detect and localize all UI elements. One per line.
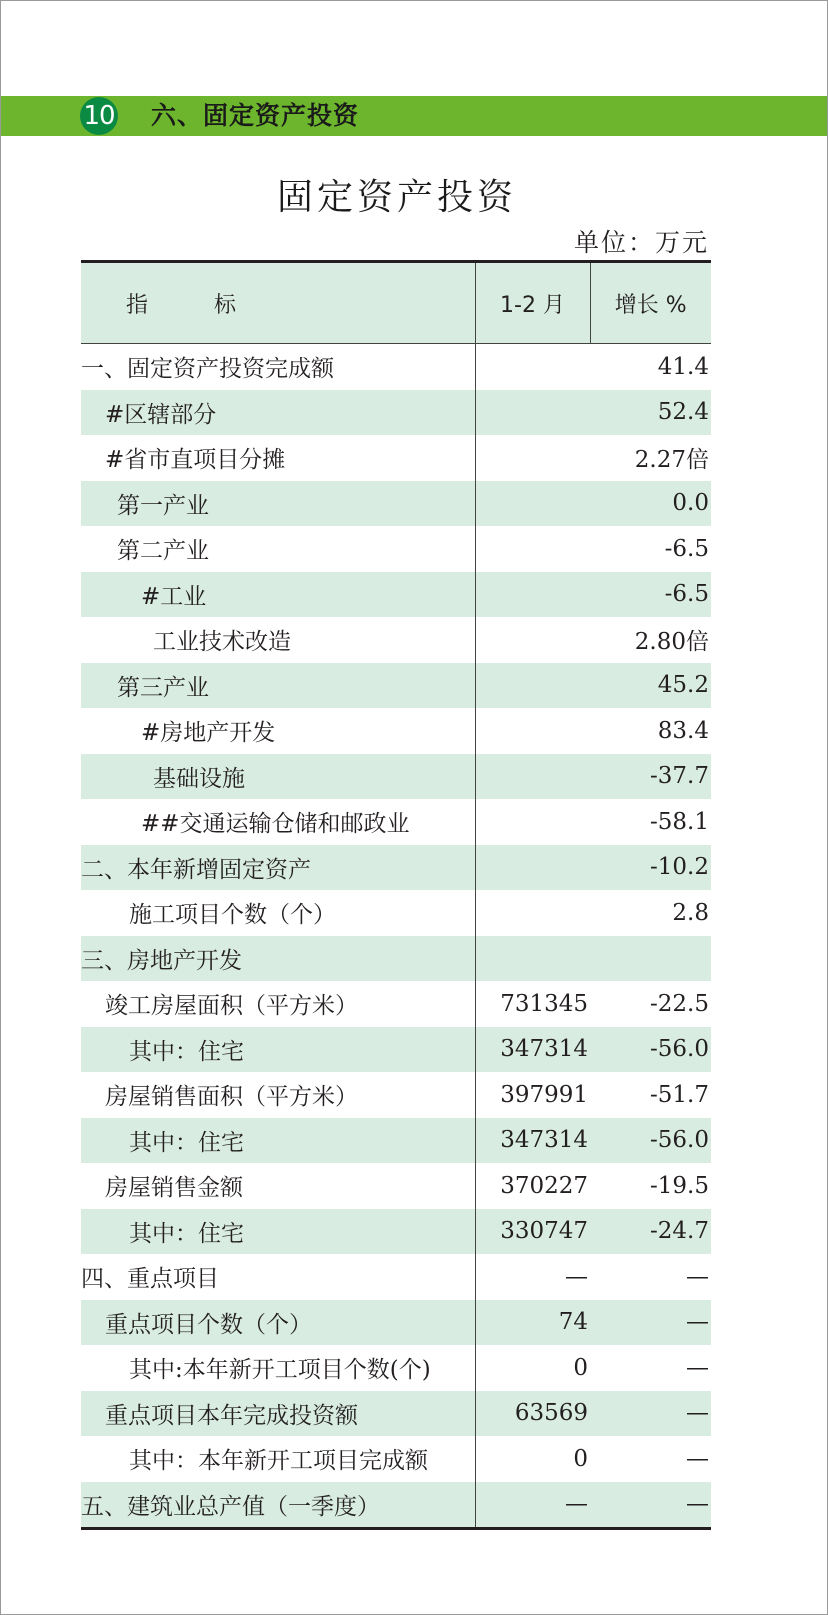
row-month-value [475, 708, 590, 754]
table-row [81, 1436, 711, 1482]
row-growth-value: -6.5 [664, 535, 709, 562]
row-indicator-name: 其中：住宅 [81, 1118, 475, 1164]
row-growth-value: -6.5 [590, 572, 711, 618]
investment-table [81, 260, 711, 1530]
row-indicator-name: 其中：住宅 [81, 1027, 475, 1073]
row-growth-value: — [686, 1445, 709, 1472]
row-month-value [475, 481, 590, 527]
row-month-value: 347314 [475, 1118, 590, 1164]
row-indicator-name: 重点项目个数（个） [81, 1300, 475, 1346]
row-growth-value: -51.7 [650, 1081, 709, 1108]
row-month-value [475, 890, 590, 936]
row-month-value [475, 435, 590, 481]
table-row [81, 936, 711, 982]
row-month-value: 0 [475, 1345, 590, 1391]
table-row [81, 617, 711, 663]
row-month-value [475, 572, 590, 618]
table-row [81, 708, 711, 754]
table-row [81, 572, 711, 618]
row-indicator-name: 四、重点项目 [81, 1266, 219, 1293]
row-month-value: 370227 [475, 1163, 590, 1209]
row-growth-value: — [590, 1482, 711, 1529]
table-row [81, 845, 711, 891]
table-row [81, 1482, 711, 1529]
row-indicator-name: 三、房地产开发 [81, 936, 475, 982]
row-month-value: — [475, 1482, 590, 1529]
row-growth-value: — [686, 1263, 709, 1290]
row-indicator-name: 房屋销售面积（平方米） [105, 1084, 358, 1111]
table-header [81, 262, 711, 344]
row-month-value: — [475, 1254, 590, 1300]
row-indicator-name: #省市直项目分摊 [105, 447, 286, 474]
row-indicator-name: #区辖部分 [81, 390, 475, 436]
row-indicator-name: 重点项目本年完成投资额 [81, 1391, 475, 1437]
row-indicator-name: 施工项目个数（个） [129, 902, 336, 929]
table-row [81, 390, 711, 436]
row-growth-value: 52.4 [590, 390, 711, 436]
row-month-value: 397991 [475, 1072, 590, 1118]
row-month-value [475, 390, 590, 436]
row-growth-value: -56.0 [590, 1027, 711, 1073]
row-indicator-name: 工业技术改造 [153, 629, 291, 656]
row-indicator-name: 基础设施 [81, 754, 475, 800]
table-row [81, 890, 711, 936]
table-row [81, 981, 711, 1027]
table-row [81, 344, 711, 390]
table-row [81, 1072, 711, 1118]
table-row [81, 1027, 711, 1073]
column-header-growth: 增长 % [590, 262, 711, 344]
row-month-value: 0 [475, 1436, 590, 1482]
row-indicator-name: 其中：本年新开工项目完成额 [129, 1448, 428, 1475]
section-header-bar [1, 96, 828, 136]
column-header-indicator: 指 标 [81, 262, 475, 344]
row-indicator-name: #房地产开发 [141, 720, 276, 747]
row-growth-value: — [590, 1300, 711, 1346]
row-growth-value: -19.5 [650, 1172, 709, 1199]
table-body [81, 344, 711, 1529]
row-month-value [475, 845, 590, 891]
row-month-value: 731345 [475, 981, 590, 1027]
row-indicator-name: 第三产业 [81, 663, 475, 709]
row-month-value: 63569 [475, 1391, 590, 1437]
table-row [81, 1163, 711, 1209]
row-indicator-name: ##交通运输仓储和邮政业 [141, 811, 410, 838]
row-month-value [475, 526, 590, 572]
table-row [81, 481, 711, 527]
row-growth-value: 0.0 [590, 481, 711, 527]
table-row [81, 1300, 711, 1346]
row-growth-value [590, 936, 711, 982]
table-row [81, 526, 711, 572]
table-row [81, 663, 711, 709]
table-row [81, 435, 711, 481]
row-indicator-name: 其中:本年新开工项目个数(个) [129, 1357, 431, 1384]
row-growth-value: -58.1 [650, 808, 709, 835]
row-growth-value: 2.80倍 [634, 629, 709, 656]
unit-label: 单位：万元 [573, 228, 709, 257]
table-row [81, 754, 711, 800]
row-month-value [475, 799, 590, 845]
table-row [81, 1391, 711, 1437]
row-growth-value: 41.4 [657, 353, 709, 380]
row-month-value [475, 936, 590, 982]
row-growth-value: -22.5 [650, 990, 709, 1017]
row-indicator-name: 竣工房屋面积（平方米） [105, 993, 358, 1020]
row-month-value [475, 754, 590, 800]
row-growth-value: -37.7 [590, 754, 711, 800]
row-month-value: 347314 [475, 1027, 590, 1073]
row-growth-value: 2.27倍 [634, 447, 709, 474]
table-row [81, 799, 711, 845]
row-indicator-name: 一、固定资产投资完成额 [81, 356, 334, 383]
row-month-value [475, 663, 590, 709]
row-growth-value: -10.2 [590, 845, 711, 891]
row-indicator-name: 房屋销售金额 [105, 1175, 243, 1202]
row-indicator-name: 其中：住宅 [81, 1209, 475, 1255]
row-month-value [475, 617, 590, 663]
row-month-value: 330747 [475, 1209, 590, 1255]
row-indicator-name: 第一产业 [81, 481, 475, 527]
section-title: 六、固定资产投资 [151, 101, 360, 130]
row-growth-value: 2.8 [672, 899, 709, 926]
document-title: 固定资产投资 [276, 177, 517, 218]
table-row [81, 1345, 711, 1391]
row-growth-value: -56.0 [590, 1118, 711, 1164]
row-growth-value: 83.4 [657, 717, 709, 744]
table-row [81, 1209, 711, 1255]
page-number-badge: 10 [80, 97, 118, 135]
row-indicator-name: 二、本年新增固定资产 [81, 845, 475, 891]
column-header-month: 1-2 月 [475, 262, 590, 344]
row-month-value: 74 [475, 1300, 590, 1346]
row-growth-value: -24.7 [590, 1209, 711, 1255]
row-indicator-name: 五、建筑业总产值（一季度） [81, 1482, 475, 1529]
row-growth-value: — [686, 1354, 709, 1381]
row-growth-value: 45.2 [590, 663, 711, 709]
table-row [81, 1254, 711, 1300]
row-month-value [475, 344, 590, 390]
row-indicator-name: 第二产业 [117, 538, 209, 565]
table-row [81, 1118, 711, 1164]
row-growth-value: — [590, 1391, 711, 1437]
row-indicator-name: #工业 [81, 572, 475, 618]
